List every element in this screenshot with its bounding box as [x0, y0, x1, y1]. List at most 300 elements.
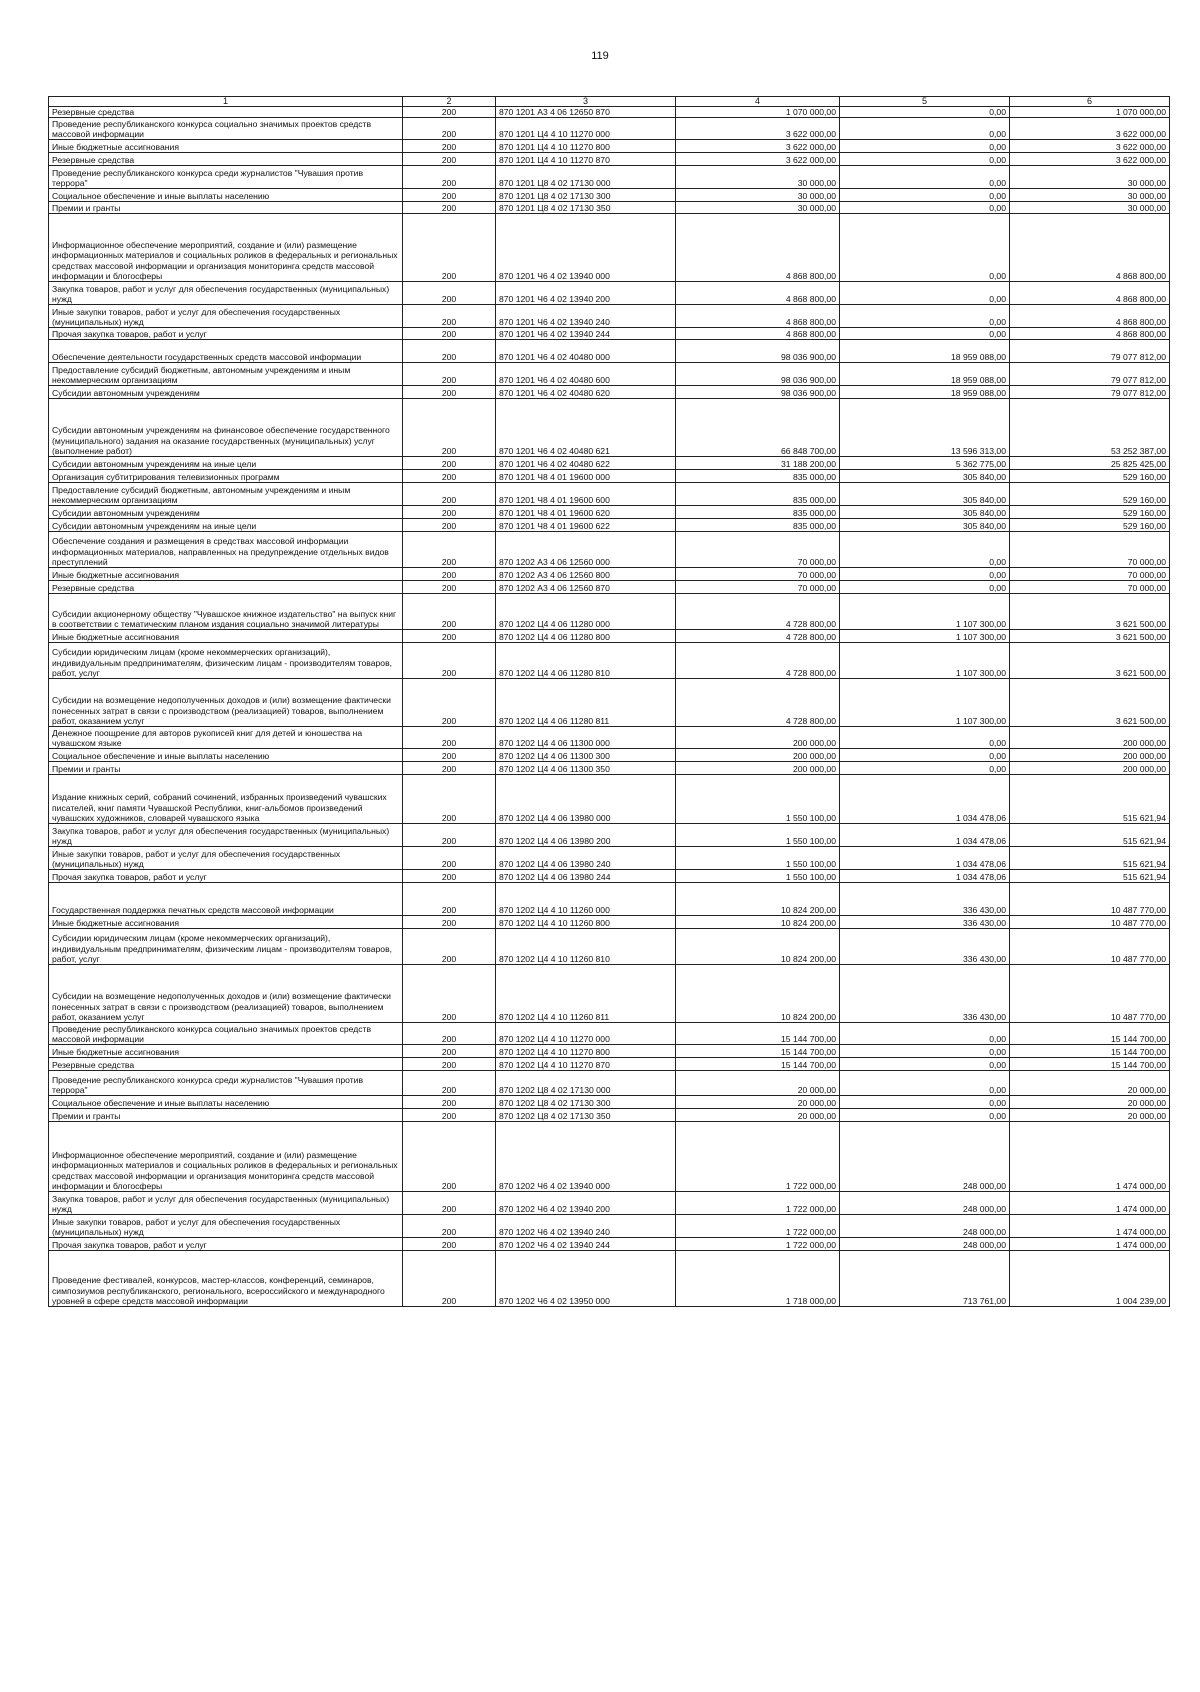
row-classification: 870 1202 Ч6 4 02 13940 244: [496, 1238, 676, 1251]
row-amount-approved: 1 550 100,00: [676, 775, 840, 824]
table-row: [49, 305, 1170, 328]
table-row: [49, 118, 1170, 140]
row-classification: 870 1201 Ч6 4 02 13940 244: [496, 328, 676, 340]
row-amount-approved: 4 868 800,00: [676, 282, 840, 305]
table-row: [49, 107, 1170, 118]
row-classification: 870 1202 Ц4 4 06 11300 350: [496, 762, 676, 775]
row-amount-change: 18 959 088,00: [840, 363, 1010, 386]
row-description: Проведение республиканского конкурса социально значимых проектов средств массовой информации: [49, 118, 403, 140]
row-amount-approved: 70 000,00: [676, 568, 840, 581]
row-code: 200: [403, 847, 496, 870]
row-classification: 870 1202 Ч6 4 02 13940 000: [496, 1122, 676, 1192]
row-amount-total: 70 000,00: [1010, 532, 1170, 568]
row-code: 200: [403, 643, 496, 679]
row-description: Субсидии автономным учреждениям на иные цели: [49, 519, 403, 532]
row-amount-change: 1 034 478,06: [840, 824, 1010, 847]
row-amount-change: 0,00: [840, 153, 1010, 166]
row-classification: 870 1201 Ч6 4 02 13940 240: [496, 305, 676, 328]
row-description: Иные бюджетные ассигнования: [49, 140, 403, 153]
column-header: 6: [1010, 97, 1170, 107]
row-amount-total: 70 000,00: [1010, 568, 1170, 581]
row-amount-total: 4 868 800,00: [1010, 282, 1170, 305]
row-amount-total: 10 487 770,00: [1010, 883, 1170, 916]
row-description: Предоставление субсидий бюджетным, автономным учреждениям и иным некоммерческим организациям: [49, 483, 403, 506]
row-code: 200: [403, 189, 496, 202]
table-row: [49, 883, 1170, 916]
table-row: [49, 581, 1170, 594]
table-row: [49, 775, 1170, 824]
row-classification: 870 1202 Ц4 4 10 11270 000: [496, 1023, 676, 1045]
row-amount-change: 336 430,00: [840, 916, 1010, 929]
row-amount-approved: 10 824 200,00: [676, 916, 840, 929]
row-description: Государственная поддержка печатных средств массовой информации: [49, 883, 403, 916]
row-classification: 870 1201 Ч6 4 02 40480 620: [496, 386, 676, 399]
row-description: Обеспечение деятельности государственных средств массовой информации: [49, 340, 403, 363]
row-classification: 870 1202 Ц8 4 02 17130 000: [496, 1071, 676, 1096]
table-row: [49, 340, 1170, 363]
row-amount-total: 4 868 800,00: [1010, 305, 1170, 328]
row-amount-total: 79 077 812,00: [1010, 386, 1170, 399]
row-amount-total: 515 621,94: [1010, 847, 1170, 870]
row-description: Закупка товаров, работ и услуг для обеспечения государственных (муниципальных) нужд: [49, 824, 403, 847]
row-amount-approved: 3 622 000,00: [676, 153, 840, 166]
row-description: Социальное обеспечение и иные выплаты населению: [49, 1096, 403, 1109]
row-amount-approved: 835 000,00: [676, 506, 840, 519]
row-code: 200: [403, 679, 496, 727]
table-row: [49, 214, 1170, 282]
row-amount-change: 0,00: [840, 532, 1010, 568]
row-code: 200: [403, 762, 496, 775]
row-amount-change: 248 000,00: [840, 1192, 1010, 1215]
row-description: Издание книжных серий, собраний сочинений, избранных произведений чувашских писателей, книг памяти Чувашской Республики, книг-альбомов произведений чувашских художников, словарей чувашского языка: [49, 775, 403, 824]
row-amount-total: 1 070 000,00: [1010, 107, 1170, 118]
row-code: 200: [403, 483, 496, 506]
row-amount-approved: 1 550 100,00: [676, 870, 840, 883]
row-amount-change: 0,00: [840, 140, 1010, 153]
row-amount-total: 515 621,94: [1010, 870, 1170, 883]
row-amount-total: 20 000,00: [1010, 1096, 1170, 1109]
table-row: [49, 762, 1170, 775]
row-amount-approved: 200 000,00: [676, 727, 840, 749]
row-description: Проведение фестивалей, конкурсов, мастер-классов, конференций, семинаров, симпозиумов республиканского, регионального, всероссийского и международного уровней в сфере средств массовой информации: [49, 1251, 403, 1307]
row-description: Предоставление субсидий бюджетным, автономным учреждениям и иным некоммерческим организациям: [49, 363, 403, 386]
row-description: Резервные средства: [49, 581, 403, 594]
row-description: Резервные средства: [49, 107, 403, 118]
row-code: 200: [403, 916, 496, 929]
row-description: Прочая закупка товаров, работ и услуг: [49, 870, 403, 883]
row-classification: 870 1202 Ц4 4 10 11260 811: [496, 965, 676, 1023]
row-amount-change: 248 000,00: [840, 1122, 1010, 1192]
row-amount-approved: 1 550 100,00: [676, 824, 840, 847]
row-code: 200: [403, 870, 496, 883]
row-amount-approved: 20 000,00: [676, 1096, 840, 1109]
budget-table: [48, 96, 1170, 1307]
row-amount-approved: 4 728 800,00: [676, 594, 840, 630]
table-body: [49, 107, 1170, 1307]
row-classification: 870 1202 А3 4 06 12560 000: [496, 532, 676, 568]
row-code: 200: [403, 532, 496, 568]
row-description: Прочая закупка товаров, работ и услуг: [49, 1238, 403, 1251]
row-amount-change: 0,00: [840, 107, 1010, 118]
row-description: Премии и гранты: [49, 202, 403, 214]
row-amount-total: 529 160,00: [1010, 470, 1170, 483]
row-code: 200: [403, 457, 496, 470]
row-code: 200: [403, 305, 496, 328]
row-amount-approved: 98 036 900,00: [676, 363, 840, 386]
row-amount-change: 0,00: [840, 749, 1010, 762]
row-code: 200: [403, 282, 496, 305]
table-row: [49, 1071, 1170, 1096]
row-amount-change: 0,00: [840, 1023, 1010, 1045]
row-classification: 870 1202 Ц8 4 02 17130 300: [496, 1096, 676, 1109]
row-code: 200: [403, 1238, 496, 1251]
row-description: Субсидии акционерному обществу "Чувашское книжное издательство" на выпуск книг в соответствии с тематическим планом издания социально значимой литературы: [49, 594, 403, 630]
table-row: [49, 727, 1170, 749]
row-code: 200: [403, 1023, 496, 1045]
row-amount-approved: 70 000,00: [676, 532, 840, 568]
table-row: [49, 643, 1170, 679]
row-description: Резервные средства: [49, 153, 403, 166]
row-code: 200: [403, 1192, 496, 1215]
row-amount-change: 1 107 300,00: [840, 643, 1010, 679]
column-header: 5: [840, 97, 1010, 107]
row-amount-approved: 30 000,00: [676, 166, 840, 189]
row-amount-change: 0,00: [840, 581, 1010, 594]
row-description: Субсидии юридическим лицам (кроме некоммерческих организаций), индивидуальным предпринимателям, физическим лицам - производителям товаров, работ, услуг: [49, 929, 403, 965]
row-classification: 870 1201 Ц4 4 10 11270 870: [496, 153, 676, 166]
row-description: Субсидии автономным учреждениям: [49, 386, 403, 399]
row-amount-total: 20 000,00: [1010, 1071, 1170, 1096]
row-amount-change: 305 840,00: [840, 483, 1010, 506]
row-amount-approved: 1 722 000,00: [676, 1192, 840, 1215]
table-row: [49, 965, 1170, 1023]
row-amount-approved: 20 000,00: [676, 1071, 840, 1096]
row-amount-change: 0,00: [840, 166, 1010, 189]
row-description: Прочая закупка товаров, работ и услуг: [49, 328, 403, 340]
table-row: [49, 470, 1170, 483]
row-code: 200: [403, 153, 496, 166]
row-amount-total: 1 474 000,00: [1010, 1192, 1170, 1215]
row-description: Проведение республиканского конкурса среди журналистов "Чувашия против террора": [49, 1071, 403, 1096]
row-code: 200: [403, 824, 496, 847]
row-amount-total: 1 474 000,00: [1010, 1238, 1170, 1251]
row-description: Премии и гранты: [49, 1109, 403, 1122]
table-row: [49, 202, 1170, 214]
table-row: [49, 594, 1170, 630]
row-amount-change: 18 959 088,00: [840, 386, 1010, 399]
row-classification: 870 1201 Ц4 4 10 11270 800: [496, 140, 676, 153]
row-amount-change: 0,00: [840, 568, 1010, 581]
row-amount-change: 18 959 088,00: [840, 340, 1010, 363]
row-amount-total: 4 868 800,00: [1010, 214, 1170, 282]
row-description: Иные бюджетные ассигнования: [49, 630, 403, 643]
table-row: [49, 532, 1170, 568]
row-amount-total: 529 160,00: [1010, 483, 1170, 506]
row-amount-approved: 835 000,00: [676, 470, 840, 483]
row-amount-total: 515 621,94: [1010, 775, 1170, 824]
row-classification: 870 1202 Ч6 4 02 13940 200: [496, 1192, 676, 1215]
row-classification: 870 1201 Ч8 4 01 19600 600: [496, 483, 676, 506]
row-amount-total: 3 621 500,00: [1010, 643, 1170, 679]
row-amount-total: 53 252 387,00: [1010, 399, 1170, 457]
row-description: Информационное обеспечение мероприятий, создание и (или) размещение информационных материалов и социальных роликов в федеральных и региональных средствах массовой информации и организация мониторинга средств массовой информации и блогосферы: [49, 214, 403, 282]
row-amount-approved: 10 824 200,00: [676, 965, 840, 1023]
row-amount-total: 20 000,00: [1010, 1109, 1170, 1122]
row-code: 200: [403, 328, 496, 340]
table-row: [49, 189, 1170, 202]
row-amount-approved: 200 000,00: [676, 749, 840, 762]
row-code: 200: [403, 1109, 496, 1122]
row-amount-approved: 98 036 900,00: [676, 386, 840, 399]
row-amount-approved: 98 036 900,00: [676, 340, 840, 363]
table-row: [49, 1215, 1170, 1238]
row-classification: 870 1201 Ч8 4 01 19600 620: [496, 506, 676, 519]
table-row: [49, 1238, 1170, 1251]
row-description: Субсидии юридическим лицам (кроме некоммерческих организаций), индивидуальным предпринимателям, физическим лицам - производителям товаров, работ, услуг: [49, 643, 403, 679]
row-code: 200: [403, 506, 496, 519]
row-amount-total: 200 000,00: [1010, 727, 1170, 749]
row-amount-total: 10 487 770,00: [1010, 916, 1170, 929]
table-row: [49, 929, 1170, 965]
row-code: 200: [403, 775, 496, 824]
row-classification: 870 1202 Ц8 4 02 17130 350: [496, 1109, 676, 1122]
row-amount-approved: 66 848 700,00: [676, 399, 840, 457]
row-classification: 870 1201 Ц8 4 02 17130 300: [496, 189, 676, 202]
row-amount-change: 0,00: [840, 282, 1010, 305]
row-code: 200: [403, 749, 496, 762]
row-classification: 870 1202 Ц4 4 10 11270 800: [496, 1045, 676, 1058]
row-code: 200: [403, 470, 496, 483]
row-classification: 870 1202 Ч6 4 02 13940 240: [496, 1215, 676, 1238]
row-amount-total: 529 160,00: [1010, 506, 1170, 519]
row-classification: 870 1202 Ц4 4 06 11300 000: [496, 727, 676, 749]
row-amount-change: 0,00: [840, 727, 1010, 749]
table-row: [49, 386, 1170, 399]
row-amount-change: 0,00: [840, 118, 1010, 140]
row-description: Закупка товаров, работ и услуг для обеспечения государственных (муниципальных) нужд: [49, 282, 403, 305]
row-amount-approved: 4 868 800,00: [676, 305, 840, 328]
table-row: [49, 153, 1170, 166]
row-description: Организация субтитрирования телевизионных программ: [49, 470, 403, 483]
table-row: [49, 1192, 1170, 1215]
row-classification: 870 1202 Ц4 4 10 11260 810: [496, 929, 676, 965]
row-code: 200: [403, 214, 496, 282]
row-amount-approved: 200 000,00: [676, 762, 840, 775]
row-amount-change: 13 596 313,00: [840, 399, 1010, 457]
row-amount-total: 3 622 000,00: [1010, 153, 1170, 166]
row-amount-change: 0,00: [840, 1071, 1010, 1096]
row-amount-total: 3 621 500,00: [1010, 594, 1170, 630]
row-amount-change: 1 107 300,00: [840, 679, 1010, 727]
row-description: Субсидии автономным учреждениям: [49, 506, 403, 519]
row-description: Субсидии на возмещение недополученных доходов и (или) возмещение фактически понесенных затрат в связи с производством (реализацией) товаров, выполнением работ, оказанием услуг: [49, 679, 403, 727]
table-row: [49, 140, 1170, 153]
column-header: 4: [676, 97, 840, 107]
row-code: 200: [403, 929, 496, 965]
table-row: [49, 363, 1170, 386]
row-amount-total: 70 000,00: [1010, 581, 1170, 594]
row-amount-total: 15 144 700,00: [1010, 1023, 1170, 1045]
row-amount-total: 1 004 239,00: [1010, 1251, 1170, 1307]
row-amount-change: 0,00: [840, 202, 1010, 214]
row-amount-approved: 1 718 000,00: [676, 1251, 840, 1307]
row-code: 200: [403, 386, 496, 399]
row-amount-approved: 1 550 100,00: [676, 847, 840, 870]
column-header: 2: [403, 97, 496, 107]
page-number: 119: [591, 50, 609, 62]
row-code: 200: [403, 1122, 496, 1192]
row-amount-change: 0,00: [840, 328, 1010, 340]
row-code: 200: [403, 519, 496, 532]
row-code: 200: [403, 581, 496, 594]
table-row: [49, 679, 1170, 727]
row-amount-change: 0,00: [840, 762, 1010, 775]
column-header: 3: [496, 97, 676, 107]
row-amount-change: 248 000,00: [840, 1238, 1010, 1251]
row-classification: 870 1202 Ц4 4 06 11300 300: [496, 749, 676, 762]
row-amount-total: 10 487 770,00: [1010, 929, 1170, 965]
row-amount-total: 200 000,00: [1010, 749, 1170, 762]
table-row: [49, 1045, 1170, 1058]
table-row: [49, 1122, 1170, 1192]
row-description: Денежное поощрение для авторов рукописей книг для детей и юношества на чувашском языке: [49, 727, 403, 749]
row-amount-approved: 15 144 700,00: [676, 1058, 840, 1071]
row-classification: 870 1202 Ц4 4 06 13980 244: [496, 870, 676, 883]
row-amount-change: 1 034 478,06: [840, 870, 1010, 883]
row-code: 200: [403, 568, 496, 581]
row-amount-change: 0,00: [840, 214, 1010, 282]
row-classification: 870 1201 Ч8 4 01 19600 622: [496, 519, 676, 532]
row-amount-approved: 835 000,00: [676, 483, 840, 506]
row-classification: 870 1201 Ц8 4 02 17130 000: [496, 166, 676, 189]
row-code: 200: [403, 1071, 496, 1096]
row-description: Субсидии автономным учреждениям на иные цели: [49, 457, 403, 470]
row-classification: 870 1202 Ц4 4 06 11280 810: [496, 643, 676, 679]
table-row: [49, 824, 1170, 847]
table-row: [49, 1023, 1170, 1045]
row-amount-change: 248 000,00: [840, 1215, 1010, 1238]
table-row: [49, 399, 1170, 457]
row-amount-change: 713 761,00: [840, 1251, 1010, 1307]
row-amount-change: 0,00: [840, 305, 1010, 328]
row-code: 200: [403, 1058, 496, 1071]
row-amount-change: 0,00: [840, 1058, 1010, 1071]
row-amount-total: 3 622 000,00: [1010, 140, 1170, 153]
row-amount-approved: 835 000,00: [676, 519, 840, 532]
table-row: [49, 282, 1170, 305]
row-classification: 870 1202 Ц4 4 10 11260 800: [496, 916, 676, 929]
table-row: [49, 506, 1170, 519]
row-amount-approved: 1 722 000,00: [676, 1122, 840, 1192]
row-classification: 870 1202 Ц4 4 10 11260 000: [496, 883, 676, 916]
row-amount-change: 336 430,00: [840, 883, 1010, 916]
row-classification: 870 1201 Ч6 4 02 40480 622: [496, 457, 676, 470]
row-classification: 870 1202 Ч6 4 02 13950 000: [496, 1251, 676, 1307]
row-amount-total: 79 077 812,00: [1010, 363, 1170, 386]
row-code: 200: [403, 107, 496, 118]
row-amount-approved: 30 000,00: [676, 189, 840, 202]
row-classification: 870 1202 Ц4 4 06 13980 200: [496, 824, 676, 847]
table-row: [49, 457, 1170, 470]
row-classification: 870 1202 Ц4 4 06 11280 000: [496, 594, 676, 630]
row-amount-approved: 3 622 000,00: [676, 118, 840, 140]
row-amount-change: 336 430,00: [840, 929, 1010, 965]
row-classification: 870 1202 Ц4 4 06 11280 811: [496, 679, 676, 727]
row-code: 200: [403, 363, 496, 386]
row-description: Премии и гранты: [49, 762, 403, 775]
row-code: 200: [403, 1215, 496, 1238]
row-amount-approved: 15 144 700,00: [676, 1023, 840, 1045]
row-amount-approved: 15 144 700,00: [676, 1045, 840, 1058]
row-amount-change: 0,00: [840, 1096, 1010, 1109]
row-code: 200: [403, 118, 496, 140]
table-row: [49, 916, 1170, 929]
row-amount-total: 3 621 500,00: [1010, 679, 1170, 727]
table-row: [49, 166, 1170, 189]
row-amount-approved: 10 824 200,00: [676, 883, 840, 916]
row-amount-change: 1 107 300,00: [840, 594, 1010, 630]
row-amount-change: 1 034 478,06: [840, 775, 1010, 824]
row-amount-change: 1 107 300,00: [840, 630, 1010, 643]
row-amount-total: 515 621,94: [1010, 824, 1170, 847]
row-code: 200: [403, 340, 496, 363]
row-classification: 870 1202 А3 4 06 12560 870: [496, 581, 676, 594]
row-classification: 870 1201 Ч6 4 02 40480 000: [496, 340, 676, 363]
row-amount-total: 79 077 812,00: [1010, 340, 1170, 363]
row-amount-approved: 1 722 000,00: [676, 1215, 840, 1238]
row-classification: 870 1202 А3 4 06 12560 800: [496, 568, 676, 581]
table-row: [49, 1109, 1170, 1122]
row-classification: 870 1201 Ч6 4 02 40480 621: [496, 399, 676, 457]
row-amount-approved: 4 728 800,00: [676, 630, 840, 643]
row-amount-change: 0,00: [840, 1109, 1010, 1122]
row-amount-total: 3 622 000,00: [1010, 118, 1170, 140]
row-amount-total: 3 621 500,00: [1010, 630, 1170, 643]
row-classification: 870 1202 Ц4 4 06 11280 800: [496, 630, 676, 643]
row-description: Резервные средства: [49, 1058, 403, 1071]
row-description: Иные бюджетные ассигнования: [49, 568, 403, 581]
row-amount-change: 0,00: [840, 1045, 1010, 1058]
table-row: [49, 847, 1170, 870]
row-amount-approved: 3 622 000,00: [676, 140, 840, 153]
row-code: 200: [403, 594, 496, 630]
table-row: [49, 1096, 1170, 1109]
table-row: [49, 870, 1170, 883]
row-description: Субсидии автономным учреждениям на финансовое обеспечение государственного (муниципального) задания на оказание государственных (муниципальных) услуг (выполнение работ): [49, 399, 403, 457]
row-code: 200: [403, 1096, 496, 1109]
row-amount-total: 529 160,00: [1010, 519, 1170, 532]
row-amount-approved: 70 000,00: [676, 581, 840, 594]
row-amount-change: 0,00: [840, 189, 1010, 202]
row-description: Проведение республиканского конкурса среди журналистов "Чувашия против террора": [49, 166, 403, 189]
table-row: [49, 749, 1170, 762]
row-amount-approved: 1 722 000,00: [676, 1238, 840, 1251]
row-code: 200: [403, 883, 496, 916]
row-classification: 870 1201 Ч6 4 02 40480 600: [496, 363, 676, 386]
row-amount-approved: 4 728 800,00: [676, 643, 840, 679]
table-row: [49, 568, 1170, 581]
row-amount-total: 200 000,00: [1010, 762, 1170, 775]
row-classification: 870 1201 Ч6 4 02 13940 200: [496, 282, 676, 305]
row-description: Иные бюджетные ассигнования: [49, 1045, 403, 1058]
row-amount-approved: 4 868 800,00: [676, 328, 840, 340]
row-code: 200: [403, 399, 496, 457]
row-description: Социальное обеспечение и иные выплаты населению: [49, 749, 403, 762]
row-code: 200: [403, 630, 496, 643]
row-classification: 870 1202 Ц4 4 06 13980 240: [496, 847, 676, 870]
table-header-row: [49, 97, 1170, 107]
row-description: Обеспечение создания и размещения в средствах массовой информации информационных материалов, направленных на предупреждение отдельных видов преступлений: [49, 532, 403, 568]
